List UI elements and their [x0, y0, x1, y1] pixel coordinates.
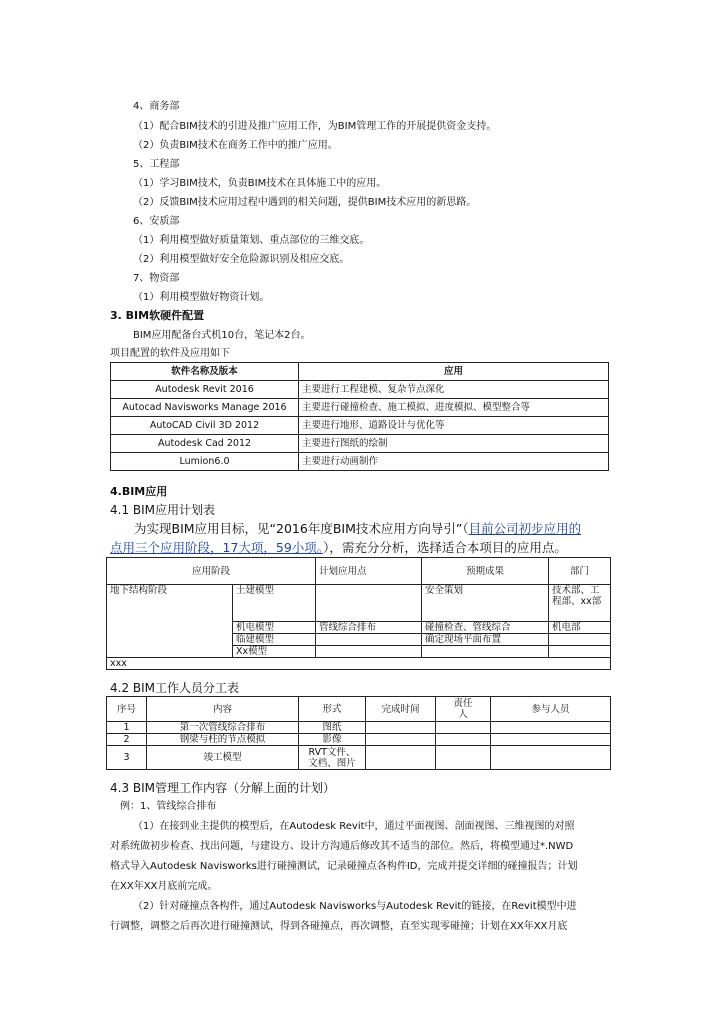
dept-6-heading: 6、安质部 — [133, 216, 180, 227]
paragraph-1-line: 对系统做初步检查、找出问题，与建设方、设计方沟通后修改其不适当的部位。然后，将模型通过*.NWD — [110, 841, 574, 852]
table-row — [107, 746, 611, 770]
table-cell — [366, 734, 436, 746]
table-cell: 主要进行动画制作 — [299, 453, 609, 471]
table-cell — [366, 722, 436, 734]
table-cell — [549, 634, 611, 646]
table-cell — [316, 585, 422, 622]
table-cell: Lumion6.0 — [111, 453, 299, 471]
table-cell: 主要进行图纸的绘制 — [299, 435, 609, 453]
dept-4-item-1: （1）配合BIM技术的引进及推广应用工作，为BIM管理工作的开展提供资金支持。 — [133, 121, 497, 132]
table-cell: Autocad Navisworks Manage 2016 — [111, 399, 299, 417]
dept-5-item-1: （1）学习BIM技术，负责BIM技术在具体施工中的应用。 — [133, 178, 387, 189]
table-header-cell: 应用 — [299, 363, 609, 381]
dept-6-item-1: （1）利用模型做好质量策划、重点部位的三维交底。 — [133, 235, 370, 246]
table-cell — [316, 646, 422, 658]
table-cell: Xx模型 — [233, 646, 316, 658]
table-header-cell: 应用阶段 — [107, 558, 316, 585]
table-header-cell: 部门 — [549, 558, 611, 585]
section-3-heading: 3. BIM软硬件配置 — [110, 309, 205, 322]
table-cell: 1 — [107, 722, 147, 734]
table-cell — [436, 734, 491, 746]
guide-link[interactable]: 目前公司初步应用的 — [468, 521, 582, 536]
table-cell: 2 — [107, 734, 147, 746]
dept-4-heading: 4、商务部 — [133, 101, 180, 112]
dept-7-item-1: （1）利用模型做好物资计划。 — [133, 292, 270, 303]
table-cell: 主要进行地形、道路设计与优化等 — [299, 417, 609, 435]
example-heading: 例：1、管线综合排布 — [120, 801, 217, 812]
table-header-cell: 预期成果 — [422, 558, 549, 585]
section-4-3-heading: 4.3 BIM管理工作内容（分解上面的计划） — [110, 781, 336, 795]
table-row — [107, 734, 611, 746]
table-row — [107, 722, 611, 734]
table-cell: Autodesk Cad 2012 — [111, 435, 299, 453]
table-header-cell: 计划应用点 — [316, 558, 422, 585]
table-row — [111, 453, 609, 471]
dept-4-item-2: （2）负责BIM技术在商务工作中的推广应用。 — [133, 140, 338, 151]
table-cell: 临建模型 — [233, 634, 316, 646]
paragraph-1-line: 格式导入Autodesk Navisworks进行碰撞测试，记录碰撞点各构件ID，完成并提交详细的碰撞报告；计划 — [110, 861, 578, 872]
table-cell — [436, 746, 491, 770]
section-4-heading: 4.BIM应用 — [110, 485, 168, 498]
table-header-row — [111, 363, 609, 381]
table-header-row — [107, 558, 611, 585]
table-cell: 技术部、工程部、xx部 — [549, 585, 611, 622]
table-cell — [491, 734, 611, 746]
table-cell — [491, 746, 611, 770]
plan-paragraph-line-2 — [110, 540, 567, 556]
table-row — [111, 399, 609, 417]
plan-paragraph-text: 为实现BIM应用目标，见“2016年度BIM技术应用方向导引”（ — [134, 521, 469, 536]
table-cell: 机电部 — [549, 622, 611, 634]
application-plan-table — [106, 557, 611, 670]
table-header-cell: 软件名称及版本 — [111, 363, 299, 381]
table-cell — [549, 646, 611, 658]
section-4-1-heading: 4.1 BIM应用计划表 — [110, 503, 216, 517]
dept-6-item-2: （2）利用模型做好安全危险源识别及相应交底。 — [133, 254, 350, 265]
table-cell: 第一次管线综合排布 — [147, 722, 299, 734]
paragraph-1-line: 在XX年XX月底前完成。 — [110, 881, 218, 892]
table-cell: RVT文件、文档、图片 — [299, 746, 366, 770]
table-header-cell: 序号 — [107, 697, 147, 722]
table-cell: 土建模型 — [233, 585, 316, 622]
table-cell — [316, 634, 422, 646]
table-header-cell: 形式 — [299, 697, 366, 722]
table-row — [107, 585, 611, 622]
table-cell: 图纸 — [299, 722, 366, 734]
table-header-cell: 责任人 — [436, 697, 491, 722]
hardware-text: BIM应用配备台式机10台，笔记本2台。 — [133, 330, 311, 341]
table-cell — [422, 646, 549, 658]
table-cell — [436, 722, 491, 734]
table-row — [107, 658, 611, 670]
table-cell: 管线综合排布 — [316, 622, 422, 634]
table-cell — [491, 722, 611, 734]
table-cell: Autodesk Revit 2016 — [111, 381, 299, 399]
table-row — [111, 417, 609, 435]
table-cell: AutoCAD Civil 3D 2012 — [111, 417, 299, 435]
dept-5-heading: 5、工程部 — [133, 159, 180, 170]
table-cell: 主要进行碰撞检查、施工模拟、进度模拟、模型整合等 — [299, 399, 609, 417]
section-4-2-heading: 4.2 BIM工作人员分工表 — [110, 681, 240, 695]
table-cell: 钢梁与柱的节点模拟 — [147, 734, 299, 746]
table-row — [111, 381, 609, 399]
plan-paragraph-line-1 — [134, 521, 581, 537]
table-cell: 碰撞检查、管线综合 — [422, 622, 549, 634]
software-table — [110, 362, 609, 471]
dept-5-item-2: （2）反馈BIM技术应用过程中遇到的相关问题，提供BIM技术应用的新思路。 — [133, 197, 477, 208]
table-cell: 3 — [107, 746, 147, 770]
stage-cell: 地下结构阶段 — [107, 585, 233, 658]
table-header-cell: 内容 — [147, 697, 299, 722]
table-cell: 确定现场平面布置 — [422, 634, 549, 646]
table-cell: 安全策划 — [422, 585, 549, 622]
table-cell: 竣工模型 — [147, 746, 299, 770]
table-cell: 机电模型 — [233, 622, 316, 634]
table-row — [111, 435, 609, 453]
table-header-cell: 参与人员 — [491, 697, 611, 722]
dept-7-heading: 7、物资部 — [133, 273, 180, 284]
plan-paragraph-text: ），需充分分析，选择适合本项目的应用点。 — [323, 540, 567, 555]
paragraph-2-line: 行调整，调整之后再次进行碰撞测试，得到各碰撞点，再次调整，直至实现零碰撞；计划在XX年XX月底 — [110, 921, 568, 932]
table-cell: xxx — [107, 658, 611, 670]
staff-table — [106, 696, 611, 770]
table-header-row — [107, 697, 611, 722]
paragraph-2-line: （2）针对碰撞点各构件，通过Autodesk Navisworks与Autodesk Revit的链接，在Revit模型中进 — [133, 901, 577, 912]
paragraph-1-line: （1）在接到业主提供的模型后，在Autodesk Revit中，通过平面视图、剖面视图、三维视图的对照 — [133, 821, 575, 832]
table-cell: 影像 — [299, 734, 366, 746]
software-intro: 项目配置的软件及应用如下 — [110, 348, 230, 359]
guide-link[interactable]: 点用三个应用阶段，17大项，59小项。 — [110, 540, 324, 555]
table-cell: 主要进行工程建模、复杂节点深化 — [299, 381, 609, 399]
table-header-cell: 完成时间 — [366, 697, 436, 722]
table-cell — [366, 746, 436, 770]
